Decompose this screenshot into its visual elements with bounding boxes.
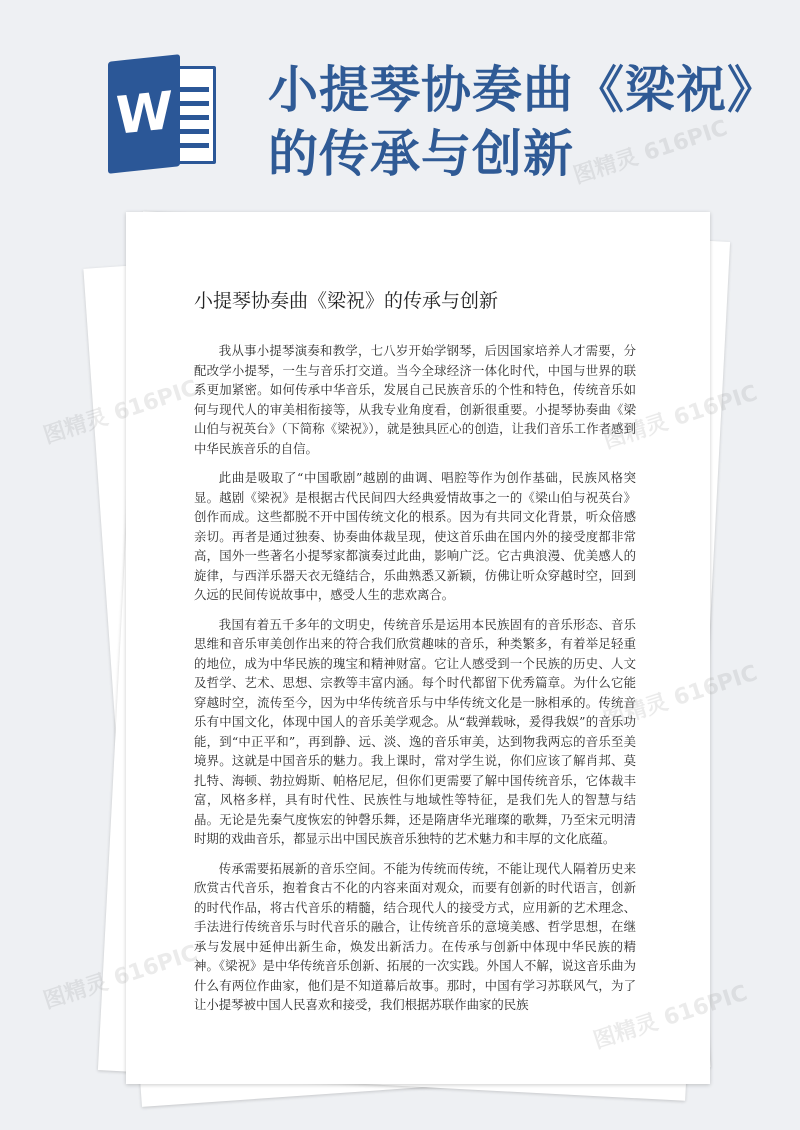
document-title: 小提琴协奏曲《梁祝》的传承与创新 — [194, 290, 499, 312]
document-paragraph: 我从事小提琴演奏和教学，七八岁开始学钢琴，后因国家培养人才需要，分配改学小提琴，一生与音乐打交道。当今全球经济一体化时代，中国与世界的联系更加紧密。如何传承中华音乐，发展自己民族音乐的个性和特色，传统音乐如何与现代人的审美相衔接等，从我专业角度看，创新很重要。小提琴协奏曲《梁山伯与祝英台》（下简称《梁祝》），就是独具匠心的创造，让我们音乐工作者感到中华民族音乐的自信。 — [194, 343, 636, 456]
header — [0, 0, 800, 205]
word-icon-line — [175, 129, 209, 134]
document-page — [126, 212, 710, 1084]
word-icon-line — [175, 143, 209, 148]
document-paragraph: 此曲是吸取了“中国歌剧”越剧的曲调、唱腔等作为创作基础，民族风格突显。越剧《梁祝》是根据古代民间四大经典爱情故事之一的《梁山伯与祝英台》创作而成。这些都脱不开中国传统文化的根系。因为有共同文化背景，听众倍感亲切。再者是通过独奏、协奏曲体裁呈现，使这首乐曲在国内外的接受度都非常高，国外一些著名小提琴家都演奏过此曲，影响广泛。它古典浪漫、优美感人的旋律，与西洋乐器天衣无缝结合，乐曲熟悉又新颖，仿佛让听众穿越时空，回到久远的民间传说故事中，感受人生的悲欢离合。 — [194, 470, 636, 602]
watermark: 616PIC — [670, 660, 761, 712]
header-title-line1: 小提琴协奏曲《梁祝》 — [268, 60, 778, 119]
watermark: 图精灵 — [40, 969, 112, 1015]
document-paragraph: 传承需要拓展新的音乐空间。不能为传统而传统，不能让现代人隔着历史来欣赏古代音乐，抱着食古不化的内容来面对观众，而要有创新的时代语言，创新的时代作品，将古代音乐的精髓，结合现代人的接受方式，应用新的艺术理念、手法进行传统音乐与时代音乐的融合，让传统音乐的意境美感、哲学思想，在继承与发展中延伸出新生命，焕发出新活力。在传承与创新中体现中华民族的精神。《梁祝》是中华传统音乐创新、拓展的一次实践。外国人不解，说这音乐曲为什么有两位作曲家，他们是不知道幕后故事。那时，中国有学习苏联风气，为了让小提琴被中国人民喜欢和接受，我们根据苏联作曲家的民族 — [194, 860, 636, 1012]
watermark: 图精灵 — [40, 404, 112, 450]
header-title-line2: 的传承与创新 — [268, 124, 574, 183]
word-icon-badge: W — [108, 54, 180, 174]
word-icon-line — [175, 101, 209, 106]
document-paragraph: 我国有着五千多年的文明史，传统音乐是运用本民族固有的音乐形态、音乐思维和音乐审美创作出来的符合我们欣赏趣味的音乐，种类繁多，有着举足轻重的地位，成为中华民族的瑰宝和精神财富。它让人感受到一个民族的历史、人文及哲学、艺术、思想、宗教等丰富内涵。每个时代都留下优秀篇章。为什么它能穿越时空，流传至今，因为中华传统音乐与中华传统文化是一脉相承的。传统音乐有中国文化，体现中国人的音乐美学观念。从“载弹载咏，爰得我娱”的音乐功能，到“中正平和”，再到静、远、淡、逸的音乐审美，达到物我两忘的音乐至美境界。这就是中国音乐的魅力。我上课时，常对学生说，你们应该了解肖邦、莫扎特、海顿、勃拉姆斯、帕格尼尼，但你们更需要了解中国传统音乐，它体裁丰富，风格多样，具有时代性、民族性与地域性等特征，是我们先人的智慧与结晶。无论是先秦气度恢宏的钟磬乐舞，还是隋唐华光璀璨的歌舞，乃至宋元明清时期的戏曲音乐，都显示出中国民族音乐独特的艺术魅力和丰厚的文化底蕴。 — [194, 616, 636, 846]
word-icon-line — [175, 87, 209, 92]
header-title — [268, 58, 788, 186]
watermark: 图精灵 616PIC — [570, 115, 731, 190]
word-document-icon — [108, 58, 218, 170]
word-icon-line — [175, 115, 209, 120]
